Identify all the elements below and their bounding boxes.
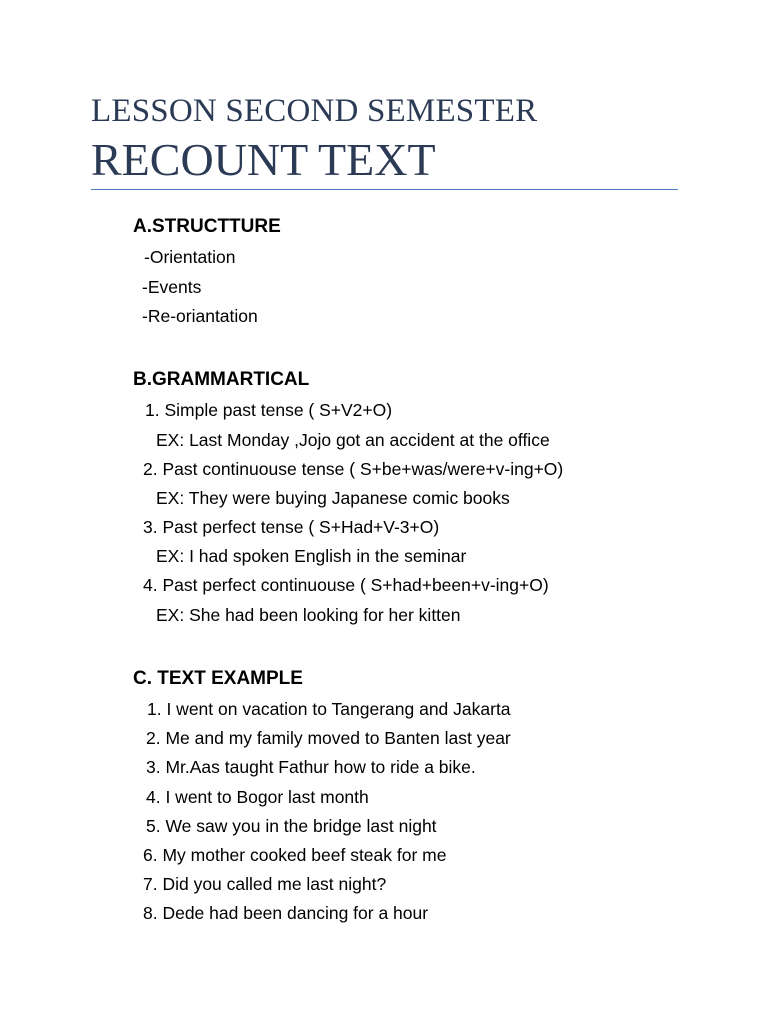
structure-item: -Orientation <box>144 247 236 267</box>
structure-item: -Events <box>142 277 202 297</box>
document-title: RECOUNT TEXT <box>91 134 436 185</box>
section-a-heading: A.STRUCTTURE <box>133 216 281 237</box>
example-sentence: 3. Mr.Aas taught Fathur how to ride a bike. <box>146 757 476 777</box>
example-sentence: 5. We saw you in the bridge last night <box>146 816 437 836</box>
grammar-example: EX: I had spoken English in the seminar <box>156 546 467 566</box>
grammar-rule: 3. Past perfect tense ( S+Had+V-3+O) <box>143 517 440 537</box>
section-b-heading: B.GRAMMARTICAL <box>133 369 310 390</box>
example-sentence: 1. I went on vacation to Tangerang and Jakarta <box>147 699 511 719</box>
example-sentence: 4. I went to Bogor last month <box>146 787 369 807</box>
grammar-example: EX: They were buying Japanese comic books <box>156 488 510 508</box>
example-sentence: 6. My mother cooked beef steak for me <box>143 845 447 865</box>
section-c-heading: C. TEXT EXAMPLE <box>133 668 303 689</box>
structure-item: -Re-oriantation <box>142 306 258 326</box>
document-subtitle: LESSON SECOND SEMESTER <box>91 93 538 129</box>
example-sentence: 8. Dede had been dancing for a hour <box>143 903 429 923</box>
example-sentence: 2. Me and my family moved to Banten last year <box>146 728 511 748</box>
grammar-rule: 4. Past perfect continuouse ( S+had+been+v-ing+O) <box>143 575 549 595</box>
example-sentence: 7. Did you called me last night? <box>143 874 387 894</box>
title-underline <box>91 189 678 190</box>
grammar-rule: 2. Past continuouse tense ( S+be+was/were+v-ing+O) <box>143 459 564 479</box>
grammar-rule: 1. Simple past tense ( S+V2+O) <box>145 400 393 420</box>
grammar-example: EX: Last Monday ,Jojo got an accident at the office <box>156 430 550 450</box>
grammar-example: EX: She had been looking for her kitten <box>156 605 461 625</box>
